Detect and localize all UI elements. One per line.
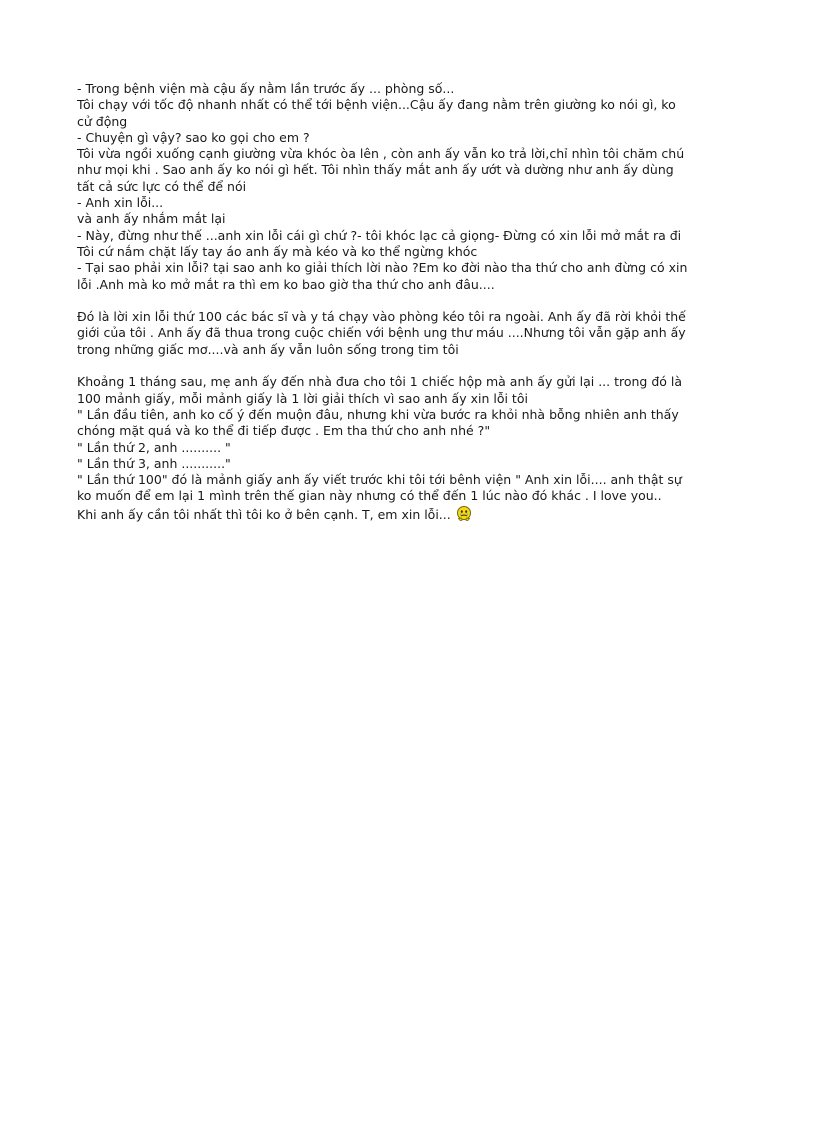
text-line: giới của tôi . Anh ấy đã thua trong cuộc chiến với bệnh ung thư máu ....Nhưng tôi vẫn gặp anh ấy [77,325,686,341]
last-line [77,505,737,521]
paragraph-hospital-scene [77,81,737,293]
text-line: - Tại sao phải xin lỗi? tại sao anh ko giải thích lời nào ?Em ko đời nào tha thứ cho anh đừng có xin [77,260,688,276]
text-line: 100 mảnh giấy, mỗi mảnh giấy là 1 lời giải thích vì sao anh ấy xin lỗi tôi [77,390,528,406]
text-line: Tôi vừa ngồi xuống cạnh giường vừa khóc òa lên , còn anh ấy vẫn ko trả lời,chỉ nhìn tôi chăm chú [77,146,685,162]
text-line: Đó là lời xin lỗi thứ 100 các bác sĩ và y tá chạy vào phòng kéo tôi ra ngoài. Anh ấy đã rời khỏi thế [77,309,686,325]
text-line: như mọi khi . Sao anh ấy ko nói gì hết. Tôi nhìn thấy mắt anh ấy ướt và dường như anh ấy dùng [77,162,674,178]
text-line: " Lần thứ 100" đó là mảnh giấy anh ấy viết trước khi tôi tới bênh viện " Anh xin lỗi.... anh thật sự [77,472,682,488]
paragraph-letters [77,374,737,521]
text-line: ko muốn để em lại 1 mình trên thế gian này nhưng có thể đến 1 lúc nào đó khác . I love you.. [77,488,662,504]
text-line: Khoảng 1 tháng sau, mẹ anh ấy đến nhà đưa cho tôi 1 chiếc hộp mà anh ấy gửi lại ... trong đó là [77,374,683,390]
text-line: cử động [77,113,128,129]
paragraph-spacer [77,358,737,374]
last-line-text: Khi anh ấy cần tôi nhất thì tôi ko ở bên cạnh. T, em xin lỗi... [77,506,451,522]
text-line: " Lần thứ 3, anh ..........." [77,455,231,471]
text-line: lỗi .Anh mà ko mở mắt ra thì em ko bao giờ tha thứ cho anh đâu.... [77,276,495,292]
text-line: Tôi cứ nắm chặt lấy tay áo anh ấy mà kéo và ko thể ngừng khóc [77,243,478,259]
text-line: " Lần đầu tiên, anh ko cố ý đến muộn đâu, nhưng khi vừa bước ra khỏi nhà bỗng nhiên anh thấy [77,406,679,422]
text-line: " Lần thứ 2, anh .......... " [77,439,231,455]
text-line: - Anh xin lỗi... [77,195,164,211]
text-line: tất cả sức lực có thể để nói [77,178,247,194]
crying-smiley-icon [455,505,473,527]
text-line: Tôi chạy với tốc độ nhanh nhất có thể tới bệnh viện...Cậu ấy đang nằm trên giường ko nói gì, ko [77,97,676,113]
document-body [77,81,737,521]
text-line: - Này, đừng như thế ...anh xin lỗi cái gì chứ ?- tôi khóc lạc cả giọng- Đừng có xin lỗi mở mắt ra đi [77,227,682,243]
text-line: - Chuyện gì vậy? sao ko gọi cho em ? [77,129,310,145]
paragraph-spacer [77,293,737,309]
paragraph-hundredth-apology [77,309,737,358]
text-line: - Trong bệnh viện mà cậu ấy nằm lần trước ấy ... phòng số... [77,81,455,96]
text-line: trong những giấc mơ....và anh ấy vẫn luôn sống trong tim tôi [77,341,459,357]
text-line: chóng mặt quá và ko thể đi tiếp được . Em tha thứ cho anh nhé ?" [77,423,491,439]
text-line: và anh ấy nhắm mắt lại [77,211,226,227]
